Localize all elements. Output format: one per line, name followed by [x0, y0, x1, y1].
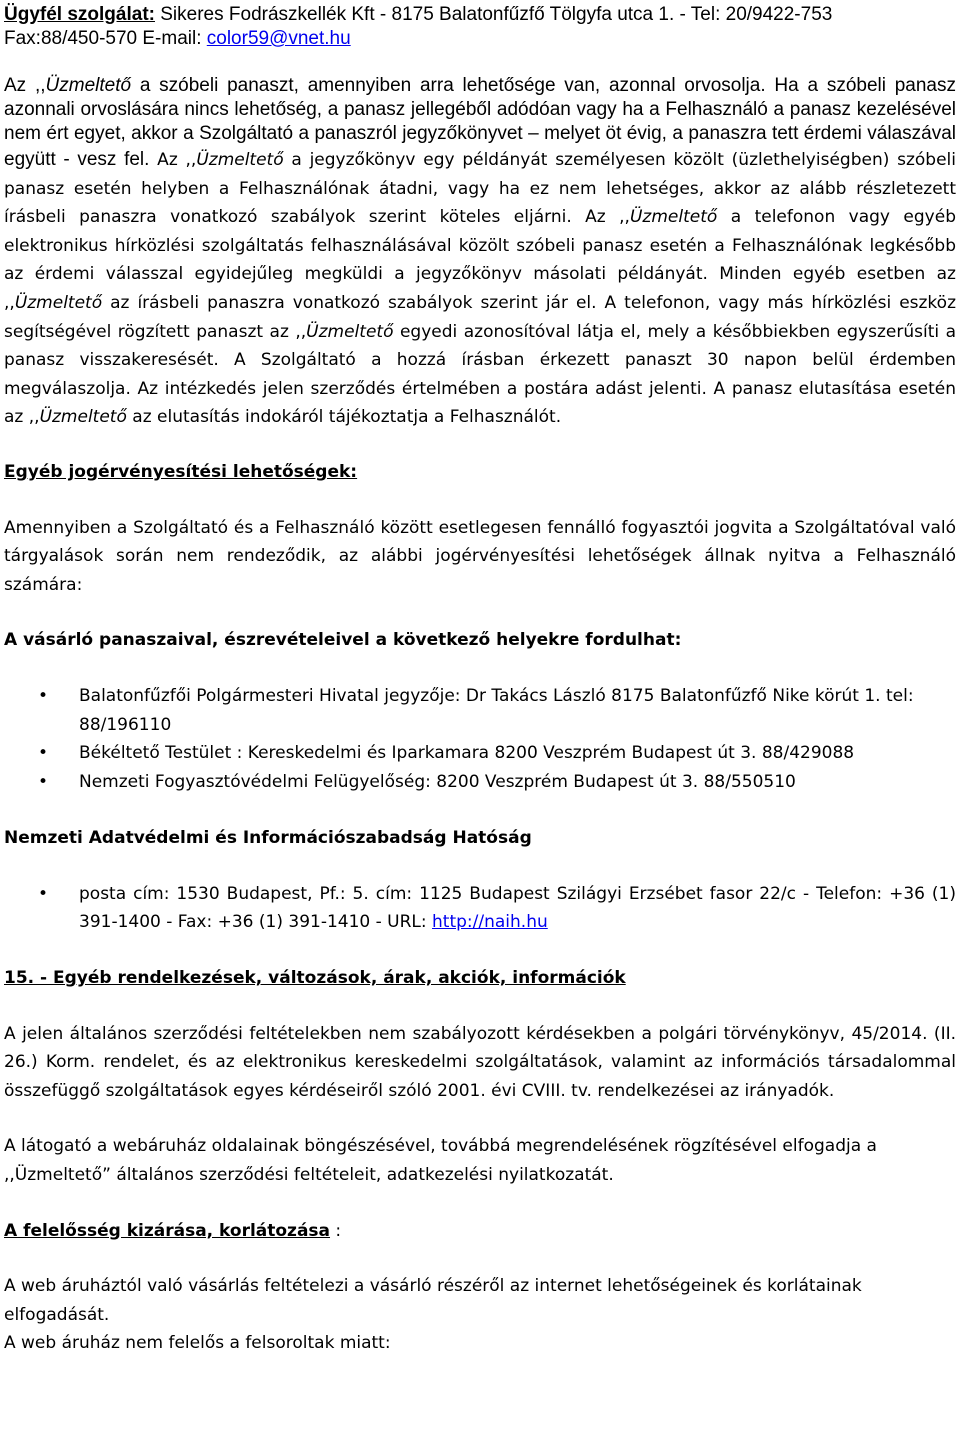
- bullet-icon: •: [38, 743, 49, 764]
- liability-paragraph-1: A web áruháztól való vásárlás feltételezi a vásárló részéről az internet lehetőségeinek és korlátainak elfogadását.: [4, 1276, 862, 1325]
- naih-list: [4, 880, 956, 937]
- liability-heading: A felelősség kizárása, korlátozása: [4, 1220, 331, 1241]
- company-address: Sikeres Fodrászkellék Kft - 8175 Balatonfűzfő Tölgyfa utca 1. - Tel: 20/9422-753: [154, 4, 833, 25]
- section-15-paragraph-1: A jelen általános szerződési feltételekben nem szabályozott kérdésekben a polgári törvénykönyv, 45/2014. (II. 26.) Korm. rendelet, és az elektronikus kereskedelmi szolgáltatások, valamint az információs társadalommal összefüggő szolgáltatások egyes kérdéseiről szóló 2001. évi CVIII. tv. rendelkezései az irányadók.: [4, 1023, 956, 1101]
- complaint-text-7: egyedi azonosítóval látja el, mely a későbbiekben egyszerűsíti a panasz visszakeresését. A Szolgáltató a hozzá írásban érkezett panaszt 30 napon belül érdemben megválaszolja. Az intézkedés jelen szerződés értelmében a postára adást jelenti. A panasz elutasítása esetén az ,,: [4, 321, 956, 428]
- list-item: [4, 768, 956, 797]
- liability-heading-line: [4, 1217, 956, 1246]
- naih-contact-text: posta cím: 1530 Budapest, Pf.: 5. cím: 1125 Budapest Szilágyi Erzsébet fasor 22/c - Telefon: +36 (1) 391-1400 - Fax: +36 (1) 391-1410 - URL:: [79, 883, 956, 933]
- complaint-text-1: Az ,,: [4, 75, 46, 96]
- contact-header: [4, 0, 956, 51]
- operator-name: Üzmeltető: [39, 407, 127, 428]
- list-item-text: Békéltető Testület : Kereskedelmi és Iparkamara 8200 Veszprém Budapest út 3. 88/429088: [79, 743, 855, 764]
- fax-label: Fax:88/450-570 E-mail:: [4, 28, 207, 49]
- operator-name: Üzmeltető: [45, 75, 132, 96]
- naih-heading: Nemzeti Adatvédelmi és Információszabadság Hatóság: [4, 828, 532, 849]
- liability-paragraph-2: A web áruház nem felelős a felsoroltak miatt:: [4, 1333, 391, 1354]
- complaint-text-4: a jegyzőkönyv egy példányát személyesen közölt (üzlethelyiségben) szóbeli panasz esetén helyben a Felhasználónak átadni, vagy ha ez nem lehetséges, akkor az alább részletezett írásbeli panaszra vonatkozó szabályok szerint köteles eljárni. Az ,,: [4, 150, 956, 228]
- bullet-icon: •: [38, 883, 49, 904]
- operator-name: Üzmeltető: [629, 207, 718, 228]
- complaint-text-2: a szóbeli panaszt, amennyiben arra lehetősége van, azonnal orvosolja. Ha a szóbeli panasz azonnali orvoslására nincs lehetőség, a panasz jellegéből adódóan vagy ha a Felhasználó a panasz kezelésével nem ért egyet, akkor a Szolgáltató a panaszról jegyzőkönyvet – melyet öt évig, a panaszra tett érdemi válaszával együtt - vesz fel.: [4, 75, 957, 170]
- operator-name: Üzmeltető: [306, 321, 394, 342]
- other-remedies-heading: Egyéb jogérvényesítési lehetőségek:: [4, 461, 358, 482]
- operator-name: Üzmeltető: [14, 292, 103, 313]
- list-item: [4, 880, 956, 937]
- list-item: [4, 739, 956, 768]
- other-remedies-paragraph: Amennyiben a Szolgáltató és a Felhasználó között esetlegesen fennálló fogyasztói jogvita a Szolgáltatóval való tárgyalások során nem rendeződik, az alábbi jogérvényesítési lehetőségek állnak nyitva a Felhasználó számára:: [4, 517, 956, 595]
- customer-service-label: Ügyfél szolgálat:: [4, 4, 155, 25]
- section-15-paragraph-2: A látogató a webáruház oldalainak böngészésével, továbbá megrendelésének rögzítésével elfogadja a ,,Üzmeltető” általános szerződési feltételeit, adatkezelési nyilatkozatát.: [4, 1136, 877, 1186]
- complaint-text-8: az elutasítás indokáról tájékoztatja a Felhasználót.: [126, 407, 562, 428]
- naih-url-link[interactable]: http://naih.hu: [432, 912, 548, 933]
- list-item-text: Nemzeti Fogyasztóvédelmi Felügyelőség: 8200 Veszprém Budapest út 3. 88/550510: [79, 771, 796, 792]
- complaint-destinations-heading: A vásárló panaszaival, észrevételeivel a következő helyekre fordulhat:: [4, 630, 682, 651]
- complaint-paragraph: [4, 74, 956, 432]
- complaint-text-6: az írásbeli panaszra vonatkozó szabályok szerint jár el. A telefonon, vagy más hírközlési eszköz segítségével rögzített panaszt az ,,: [4, 292, 956, 342]
- email-link[interactable]: color59@vnet.hu: [206, 28, 351, 49]
- complaint-destinations-list: [4, 682, 956, 796]
- complaint-text-5: a telefonon vagy egyéb elektronikus hírközlési szolgáltatás felhasználásával közölt szóbeli panasz esetén a Felhasználónak legkésőbb az érdemi válasszal egyidejűleg megküldi a jegyzőkönyv másolati példányát. Minden egyéb esetben az ,,: [4, 207, 956, 313]
- operator-name: Üzmeltető: [196, 150, 284, 170]
- bullet-icon: •: [38, 685, 49, 706]
- bullet-icon: •: [38, 771, 49, 792]
- complaint-text-3: Az ,,: [149, 150, 197, 170]
- liability-heading-suffix: :: [330, 1220, 342, 1241]
- list-item-text: Balatonfűzfői Polgármesteri Hivatal jegyzője: Dr Takács László 8175 Balatonfűzfő Nike körút 1. tel: 88/196110: [79, 685, 914, 735]
- section-15-heading: 15. - Egyéb rendelkezések, változások, árak, akciók, információk: [4, 968, 626, 989]
- contact-line-2: [4, 27, 956, 51]
- list-item: [4, 682, 956, 739]
- contact-line-1: [4, 3, 956, 27]
